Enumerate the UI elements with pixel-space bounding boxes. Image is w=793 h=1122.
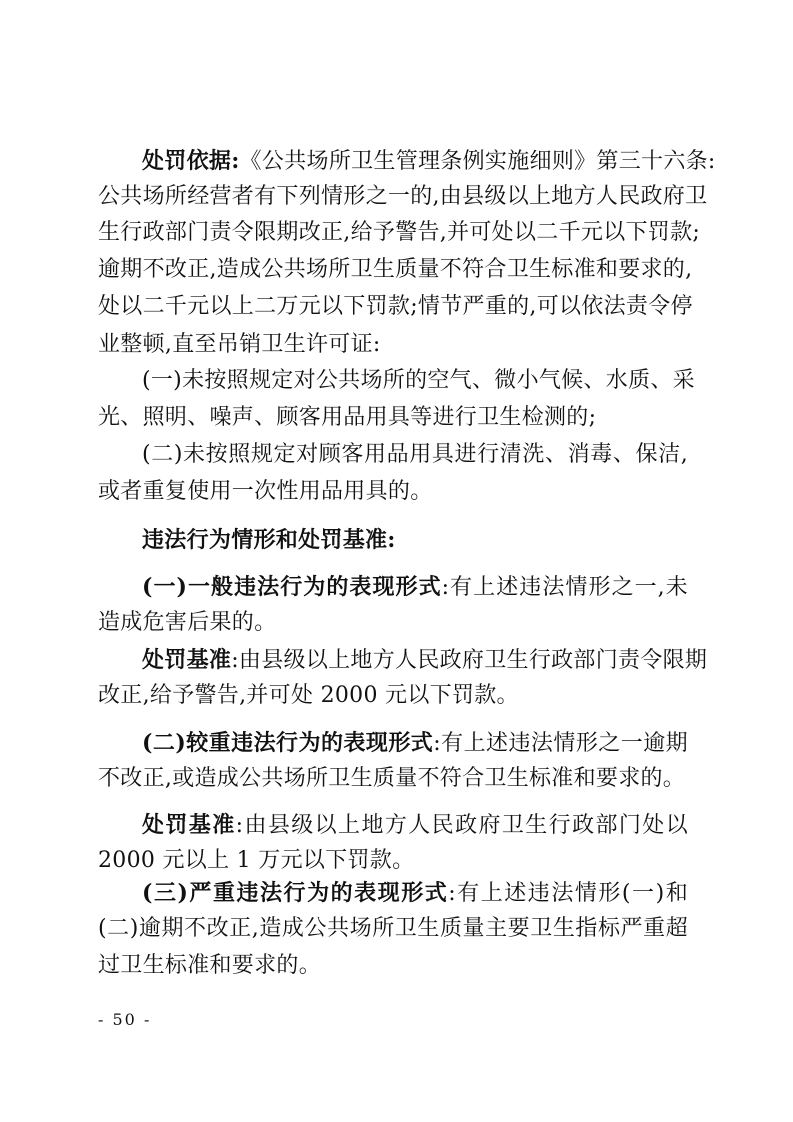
penalty-standard-1-line-2: 改正,给予警告,并可处 2000 元以下罚款。 bbox=[98, 683, 519, 708]
penalty-standard-label: 处罚基准 bbox=[142, 647, 232, 673]
penalty-standard-2-line-2: 2000 元以上 1 万元以下罚款。 bbox=[98, 848, 415, 873]
general-violation-text: :有上述违法情形之一,未 bbox=[441, 575, 688, 600]
severe-violation-line-3: 过卫生标准和要求的。 bbox=[98, 953, 322, 978]
serious-violation-line-2: 不改正,或造成公共场所卫生质量不符合卫生标准和要求的。 bbox=[98, 766, 686, 791]
item-one-line-1: (一)未按照规定对公共场所的空气、微小气候、水质、采 bbox=[142, 368, 695, 393]
serious-violation-text: :有上述违法情形之一逾期 bbox=[433, 731, 688, 756]
general-violation-line-2: 造成危害后果的。 bbox=[98, 610, 277, 635]
basis-label: 处罚依据: bbox=[142, 148, 240, 174]
penalty-standard-1-line-1 bbox=[142, 645, 708, 675]
basis-text: 《公共场所卫生管理条例实施细则》第三十六条: bbox=[239, 149, 716, 174]
section-heading: 违法行为情形和处罚基准: bbox=[142, 527, 396, 553]
severe-violation-line-2: (二)逾期不改正,造成公共场所卫生质量主要卫生指标严重超 bbox=[98, 916, 688, 941]
general-violation-line-1 bbox=[142, 572, 688, 602]
severe-violation-line-1 bbox=[142, 878, 688, 908]
severe-violation-text: :有上述违法情形(一)和 bbox=[448, 881, 688, 906]
serious-violation-label: (二)较重违法行为的表现形式 bbox=[142, 730, 434, 756]
item-one-line-2: 光、照明、噪声、顾客用品用具等进行卫生检测的; bbox=[98, 405, 597, 430]
penalty-standard-text: :由县级以上地方人民政府卫生行政部门处以 bbox=[235, 813, 689, 838]
penalty-standard-2-line-1 bbox=[142, 810, 688, 840]
paragraph-basis-line-1 bbox=[142, 146, 716, 176]
general-violation-label: (一)一般违法行为的表现形式 bbox=[142, 574, 442, 600]
serious-violation-line-1 bbox=[142, 728, 688, 758]
paragraph-basis-line-3: 生行政部门责令限期改正,给予警告,并可处以二千元以下罚款; bbox=[98, 220, 701, 245]
item-two-line-2: 或者重复使用一次性用品用具的。 bbox=[98, 479, 433, 504]
penalty-standard-label: 处罚基准 bbox=[142, 812, 236, 838]
page-number: - 50 - bbox=[98, 1010, 152, 1029]
severe-violation-label: (三)严重违法行为的表现形式 bbox=[142, 880, 449, 906]
paragraph-basis-line-2: 公共场所经营者有下列情形之一的,由县级以上地方人民政府卫 bbox=[98, 184, 708, 209]
paragraph-basis-line-5: 处以二千元以上二万元以下罚款;情节严重的,可以依法责令停 bbox=[98, 294, 693, 319]
paragraph-basis-line-4: 逾期不改正,造成公共场所卫生质量不符合卫生标准和要求的, bbox=[98, 257, 693, 282]
paragraph-basis-line-6: 业整顿,直至吊销卫生许可证: bbox=[98, 332, 381, 357]
penalty-standard-text: :由县级以上地方人民政府卫生行政部门责令限期 bbox=[231, 648, 708, 673]
item-two-line-1: (二)未按照规定对顾客用品用具进行清洗、消毒、保洁, bbox=[142, 442, 688, 467]
